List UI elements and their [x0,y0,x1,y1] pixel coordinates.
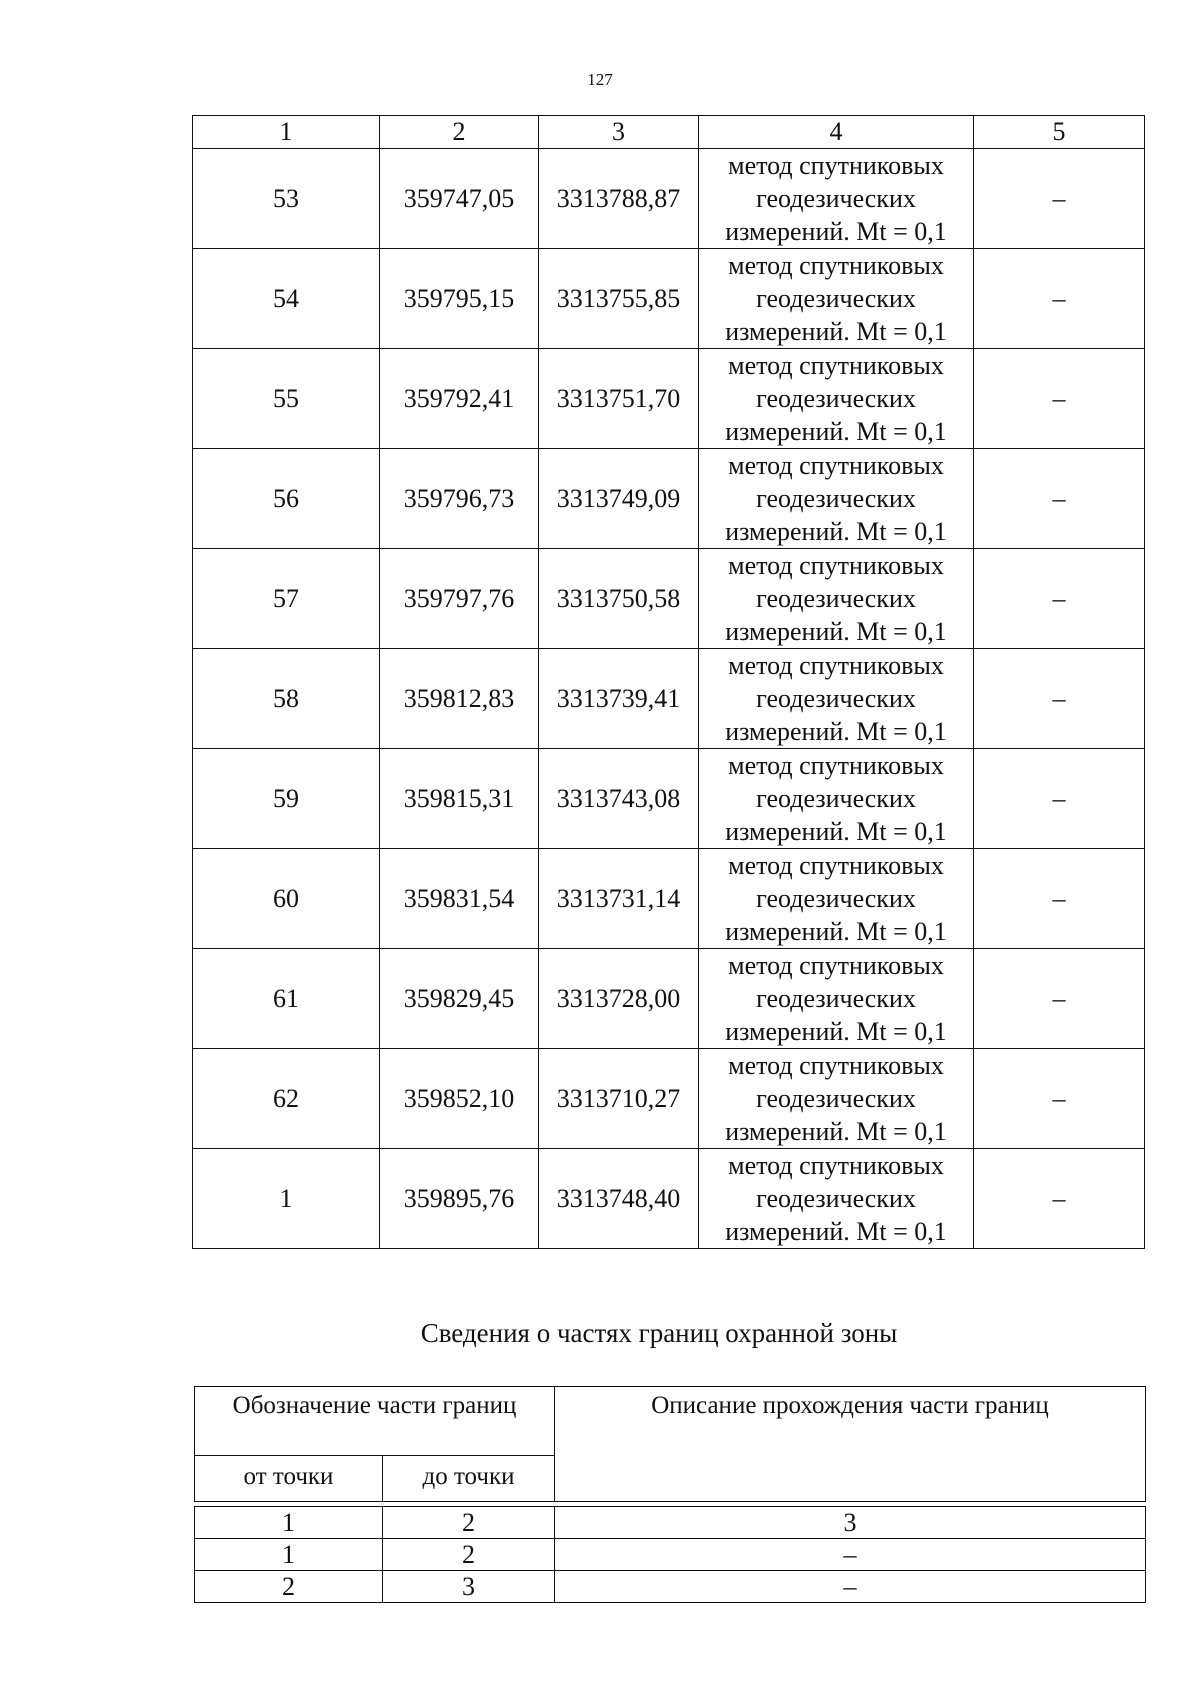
method-cell [699,749,974,849]
method-line: геодезических [756,584,916,613]
note-cell: – [974,149,1145,249]
method-line: измерений. Mt = 0,1 [725,617,947,646]
note-cell: – [974,249,1145,349]
note-cell: – [974,1049,1145,1149]
table-row [195,1539,1146,1571]
x-coordinate-cell: 359829,45 [380,949,539,1049]
method-line: геодезических [756,1084,916,1113]
note-cell: – [974,749,1145,849]
method-line: геодезических [756,984,916,1013]
method-line: геодезических [756,784,916,813]
y-coordinate-cell: 3313748,40 [539,1149,699,1249]
method-line: измерений. Mt = 0,1 [725,1117,947,1146]
numbering-cell: 2 [383,1507,555,1539]
table-row [195,1571,1146,1603]
x-coordinate-cell: 359795,15 [380,249,539,349]
method-line: геодезических [756,684,916,713]
method-line: геодезических [756,1184,916,1213]
y-coordinate-cell: 3313739,41 [539,649,699,749]
y-coordinate-cell: 3313755,85 [539,249,699,349]
method-line: геодезических [756,384,916,413]
point-number-cell: 62 [193,1049,380,1149]
designation-header: Обозначение части границ [195,1387,555,1456]
table-row [193,249,1145,349]
point-number-cell: 59 [193,749,380,849]
point-number-cell: 55 [193,349,380,449]
point-number-cell: 53 [193,149,380,249]
method-cell [699,849,974,949]
y-coordinate-cell: 3313749,09 [539,449,699,549]
description-header: Описание прохождения части границ [555,1387,1146,1502]
y-coordinate-cell: 3313728,00 [539,949,699,1049]
method-cell [699,449,974,549]
column-header-method: 4 [699,116,974,149]
method-line: измерений. Mt = 0,1 [725,317,947,346]
table-row [193,349,1145,449]
point-number-cell: 56 [193,449,380,549]
table-row [193,949,1145,1049]
coordinates-table [192,115,1145,1249]
method-line: измерений. Mt = 0,1 [725,817,947,846]
method-cell [699,1049,974,1149]
method-line: метод спутниковых [728,451,944,480]
method-line: метод спутниковых [728,1151,944,1180]
method-line: геодезических [756,184,916,213]
x-coordinate-cell: 359812,83 [380,649,539,749]
x-coordinate-cell: 359747,05 [380,149,539,249]
point-number-cell: 1 [193,1149,380,1249]
y-coordinate-cell: 3313743,08 [539,749,699,849]
point-number-cell: 58 [193,649,380,749]
column-header-y: 3 [539,116,699,149]
note-cell: – [974,949,1145,1049]
numbering-cell: 3 [555,1507,1146,1539]
x-coordinate-cell: 359852,10 [380,1049,539,1149]
column-header-note: 5 [974,116,1145,149]
method-cell [699,349,974,449]
table-row [193,1149,1145,1249]
method-line: геодезических [756,884,916,913]
table-row [193,449,1145,549]
method-line: метод спутниковых [728,151,944,180]
table-row [193,149,1145,249]
coordinates-header-row [193,116,1145,149]
point-number-cell: 54 [193,249,380,349]
method-line: метод спутниковых [728,651,944,680]
y-coordinate-cell: 3313750,58 [539,549,699,649]
table-row [193,1049,1145,1149]
x-coordinate-cell: 359792,41 [380,349,539,449]
note-cell: – [974,649,1145,749]
method-line: метод спутниковых [728,551,944,580]
method-line: измерений. Mt = 0,1 [725,217,947,246]
method-line: измерений. Mt = 0,1 [725,1217,947,1246]
point-number-cell: 57 [193,549,380,649]
note-cell: – [974,449,1145,549]
method-line: измерений. Mt = 0,1 [725,517,947,546]
y-coordinate-cell: 3313731,14 [539,849,699,949]
parts-header-row [195,1387,1146,1456]
x-coordinate-cell: 359815,31 [380,749,539,849]
column-header-point: 1 [193,116,380,149]
method-line: метод спутниковых [728,1051,944,1080]
method-line: измерений. Mt = 0,1 [725,1017,947,1046]
y-coordinate-cell: 3313751,70 [539,349,699,449]
method-line: метод спутниковых [728,751,944,780]
method-cell [699,149,974,249]
method-line: геодезических [756,284,916,313]
point-number-cell: 60 [193,849,380,949]
method-line: измерений. Mt = 0,1 [725,717,947,746]
method-line: геодезических [756,484,916,513]
method-line: метод спутниковых [728,251,944,280]
numbering-cell: 1 [195,1507,383,1539]
method-line: метод спутниковых [728,851,944,880]
boundary-parts-header-table [194,1386,1146,1502]
table-row [193,749,1145,849]
column-header-x: 2 [380,116,539,149]
to-point-header: до точки [383,1456,555,1502]
x-coordinate-cell: 359796,73 [380,449,539,549]
y-coordinate-cell: 3313710,27 [539,1049,699,1149]
method-line: измерений. Mt = 0,1 [725,917,947,946]
page-number: 127 [587,70,613,89]
from-point-header: от точки [195,1456,383,1502]
from-point-cell: 1 [195,1539,383,1571]
method-cell [699,249,974,349]
to-point-cell: 3 [383,1571,555,1603]
point-number-cell: 61 [193,949,380,1049]
note-cell: – [974,849,1145,949]
from-point-cell: 2 [195,1571,383,1603]
note-cell: – [974,1149,1145,1249]
method-line: метод спутниковых [728,351,944,380]
table-row [193,849,1145,949]
description-cell: – [555,1571,1146,1603]
method-line: измерений. Mt = 0,1 [725,417,947,446]
x-coordinate-cell: 359831,54 [380,849,539,949]
boundary-parts-table [194,1506,1146,1603]
note-cell: – [974,549,1145,649]
method-line: метод спутниковых [728,951,944,980]
x-coordinate-cell: 359797,76 [380,549,539,649]
table-row [193,649,1145,749]
section-title: Сведения о частях границ охранной зоны [420,1318,898,1348]
method-cell [699,649,974,749]
note-cell: – [974,349,1145,449]
method-cell [699,949,974,1049]
method-cell [699,549,974,649]
description-cell: – [555,1539,1146,1571]
table-row [193,549,1145,649]
numbering-row [195,1507,1146,1539]
y-coordinate-cell: 3313788,87 [539,149,699,249]
method-cell [699,1149,974,1249]
x-coordinate-cell: 359895,76 [380,1149,539,1249]
to-point-cell: 2 [383,1539,555,1571]
